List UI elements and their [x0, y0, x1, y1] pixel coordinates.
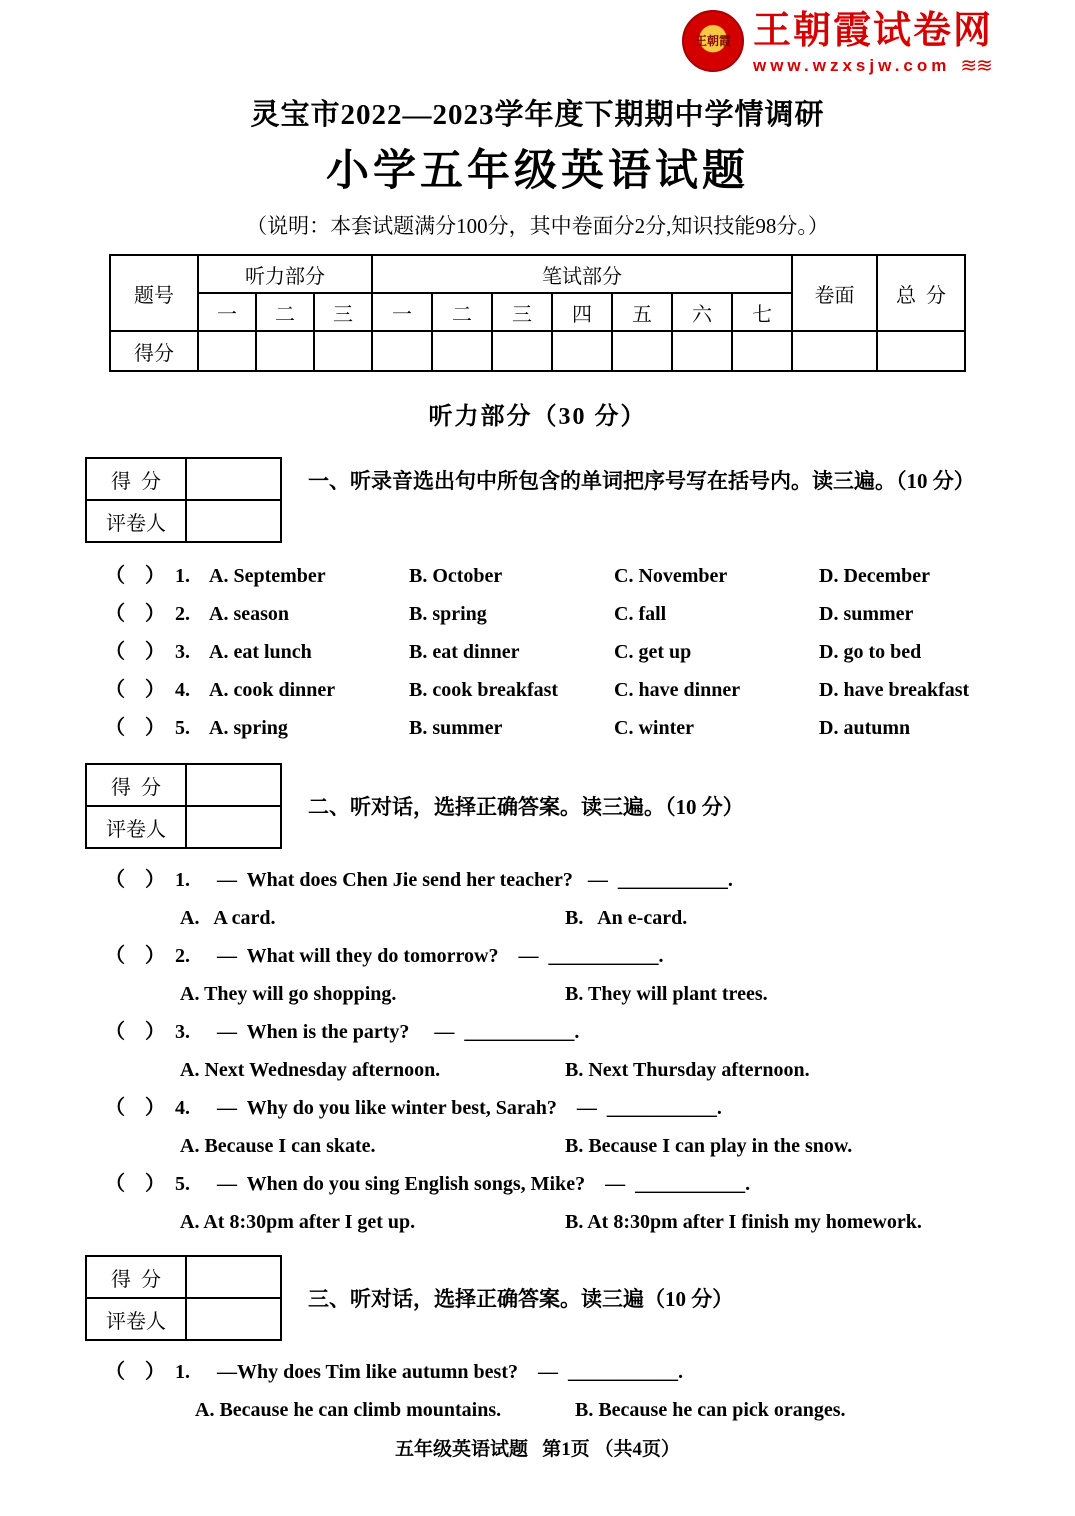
brand-url-row: [753, 56, 993, 76]
question-text: —Why does Tim like autumn best? — ___________.: [217, 1361, 683, 1383]
question-row: [105, 633, 1075, 671]
score-value-cell: [186, 764, 281, 806]
question-row: [105, 1013, 1075, 1051]
written-part-header: 笔试部分: [372, 255, 792, 293]
option-b: B. October: [409, 565, 503, 587]
col-label: 二: [432, 293, 492, 331]
score-label: 得 分: [86, 764, 186, 806]
question-text: — Why do you like winter best, Sarah? — ___________.: [217, 1097, 722, 1119]
section1-questions: [105, 557, 1075, 747]
answer-bracket: （ ）: [105, 1173, 165, 1195]
col-label: 一: [372, 293, 432, 331]
answer-a: A. They will go shopping.: [180, 983, 397, 1005]
table-corner-label: 题号: [110, 255, 198, 331]
question-number: 2.: [175, 603, 190, 625]
grader-value-cell: [186, 806, 281, 848]
option-a: A. eat lunch: [209, 641, 312, 663]
grader-value-cell: [186, 1298, 281, 1340]
option-d: D. autumn: [819, 717, 911, 739]
score-cell: [732, 331, 792, 371]
option-d: D. have breakfast: [819, 679, 970, 701]
brand-name: 王朝霞试卷网: [752, 10, 993, 52]
score-box: [85, 1255, 282, 1341]
question-number: 2.: [175, 945, 190, 967]
answer-bracket: （ ）: [105, 1097, 165, 1119]
score-cell: [314, 331, 372, 371]
section1-title: 一、听录音选出句中所包含的单词把序号写在括号内。读三遍。（10 分）: [308, 469, 975, 493]
question-row: [105, 1165, 1075, 1203]
answer-row: [180, 1051, 1075, 1089]
option-c: C. get up: [614, 641, 692, 663]
option-c: C. November: [614, 565, 728, 587]
question-number: 3.: [175, 641, 190, 663]
option-b: B. summer: [409, 717, 503, 739]
answer-b: B. They will plant trees.: [565, 983, 768, 1005]
exam-subtitle: 小学五年级英语试题: [326, 148, 749, 195]
question-text: — When do you sing English songs, Mike? — ___________.: [217, 1173, 751, 1195]
logo-text-block: [753, 10, 993, 76]
listening-part-title: 听力部分（30 分）: [428, 404, 647, 430]
answer-b: B. Because he can pick oranges.: [575, 1399, 846, 1421]
question-text: — What will they do tomorrow? — ___________.: [217, 945, 664, 967]
option-a: A. cook dinner: [209, 679, 336, 701]
score-cell: [792, 331, 877, 371]
score-cell: [198, 331, 256, 371]
col-label: 五: [612, 293, 672, 331]
exam-note: （说明：本套试题满分100分，其中卷面分2分,知识技能98分。）: [246, 214, 829, 238]
answer-bracket: （ ）: [105, 603, 165, 625]
answer-b: B. At 8:30pm after I finish my homework.: [565, 1211, 922, 1233]
question-number: 5.: [175, 1173, 190, 1195]
answer-a: A. Because he can climb mountains.: [195, 1399, 502, 1421]
answer-row: [180, 1127, 1075, 1165]
answer-b: B. Because I can play in the snow.: [565, 1135, 853, 1157]
answer-a: A. A card.: [180, 907, 276, 929]
answer-b: B. An e-card.: [565, 907, 688, 929]
score-row-label: 得分: [110, 331, 198, 371]
score-cell: [552, 331, 612, 371]
score-value-cell: [186, 458, 281, 500]
listening-part-header: 听力部分: [198, 255, 372, 293]
brand-seal-icon: [682, 10, 744, 72]
question-row: [105, 937, 1075, 975]
answer-bracket: （ ）: [105, 641, 165, 663]
answer-a: A. Because I can skate.: [180, 1135, 376, 1157]
score-cell: [492, 331, 552, 371]
col-label: 六: [672, 293, 732, 331]
question-number: 4.: [175, 1097, 190, 1119]
option-c: C. have dinner: [614, 679, 741, 701]
site-logo: [682, 10, 993, 76]
grader-value-cell: [186, 500, 281, 542]
option-b: B. cook breakfast: [409, 679, 559, 701]
answer-a: A. At 8:30pm after I get up.: [180, 1211, 416, 1233]
answer-bracket: （ ）: [105, 1021, 165, 1043]
option-b: B. eat dinner: [409, 641, 520, 663]
option-d: D. December: [819, 565, 931, 587]
grader-label: 评卷人: [86, 806, 186, 848]
score-value-cell: [186, 1256, 281, 1298]
option-b: B. spring: [409, 603, 487, 625]
question-number: 5.: [175, 717, 190, 739]
grader-label: 评卷人: [86, 1298, 186, 1340]
score-label: 得 分: [86, 1256, 186, 1298]
score-cell: [612, 331, 672, 371]
section3-title: 三、听对话，选择正确答案。读三遍（10 分）: [308, 1287, 734, 1311]
question-row: [105, 671, 1075, 709]
col-label: 三: [314, 293, 372, 331]
exam-title: 灵宝市2022—2023学年度下期期中学情调研: [250, 99, 825, 131]
option-c: C. winter: [614, 717, 694, 739]
score-cell: [672, 331, 732, 371]
section2-header: [85, 763, 1075, 849]
section1-header: [85, 457, 1075, 543]
score-cell: [256, 331, 314, 371]
question-row: [105, 595, 1075, 633]
option-d: D. go to bed: [819, 641, 922, 663]
score-label: 得 分: [86, 458, 186, 500]
answer-a: A. Next Wednesday afternoon.: [180, 1059, 441, 1081]
section3-header: [85, 1255, 1075, 1341]
col-label: 三: [492, 293, 552, 331]
option-a: A. September: [209, 565, 326, 587]
option-d: D. summer: [819, 603, 914, 625]
answer-row: [180, 975, 1075, 1013]
col-label: 四: [552, 293, 612, 331]
section2-questions: [0, 861, 1075, 1241]
section3-questions: [0, 1353, 1075, 1429]
question-number: 1.: [175, 869, 190, 891]
seal-text: 王朝霞: [694, 34, 731, 48]
paper-score-header: 卷面: [792, 255, 877, 331]
grader-label: 评卷人: [86, 500, 186, 542]
col-label: 二: [256, 293, 314, 331]
answer-row: [180, 899, 1075, 937]
answer-row: [195, 1391, 1075, 1429]
score-summary-table: [109, 254, 966, 372]
answer-bracket: （ ）: [105, 679, 165, 701]
page-footer: 五年级英语试题 第1页 （共4页）: [394, 1439, 680, 1460]
brand-url: www.wzxsjw.com: [752, 55, 951, 75]
question-text: — What does Chen Jie send her teacher? — ___________.: [217, 869, 733, 891]
answer-bracket: （ ）: [105, 945, 165, 967]
total-score-header: 总 分: [877, 255, 965, 331]
col-label: 一: [198, 293, 256, 331]
question-number: 1.: [175, 1361, 190, 1383]
question-number: 3.: [175, 1021, 190, 1043]
option-c: C. fall: [614, 603, 667, 625]
question-row: [105, 861, 1075, 899]
question-number: 4.: [175, 679, 190, 701]
score-box: [85, 457, 282, 543]
option-a: A. season: [209, 603, 290, 625]
answer-row: [180, 1203, 1075, 1241]
option-a: A. spring: [209, 717, 288, 739]
score-cell: [432, 331, 492, 371]
question-row: [105, 709, 1075, 747]
answer-bracket: （ ）: [105, 869, 165, 891]
section2-title: 二、听对话，选择正确答案。读三遍。（10 分）: [308, 795, 744, 819]
question-row: [105, 1089, 1075, 1127]
wave-lines-icon: ≋≋: [960, 54, 992, 77]
question-row: [105, 1353, 1075, 1391]
score-cell: [372, 331, 432, 371]
question-row: [105, 557, 1075, 595]
score-cell: [877, 331, 965, 371]
answer-bracket: （ ）: [105, 565, 165, 587]
answer-bracket: （ ）: [105, 717, 165, 739]
answer-bracket: （ ）: [105, 1361, 165, 1383]
question-text: — When is the party? — ___________.: [217, 1021, 580, 1043]
answer-b: B. Next Thursday afternoon.: [565, 1059, 810, 1081]
question-number: 1.: [175, 565, 190, 587]
col-label: 七: [732, 293, 792, 331]
score-box: [85, 763, 282, 849]
